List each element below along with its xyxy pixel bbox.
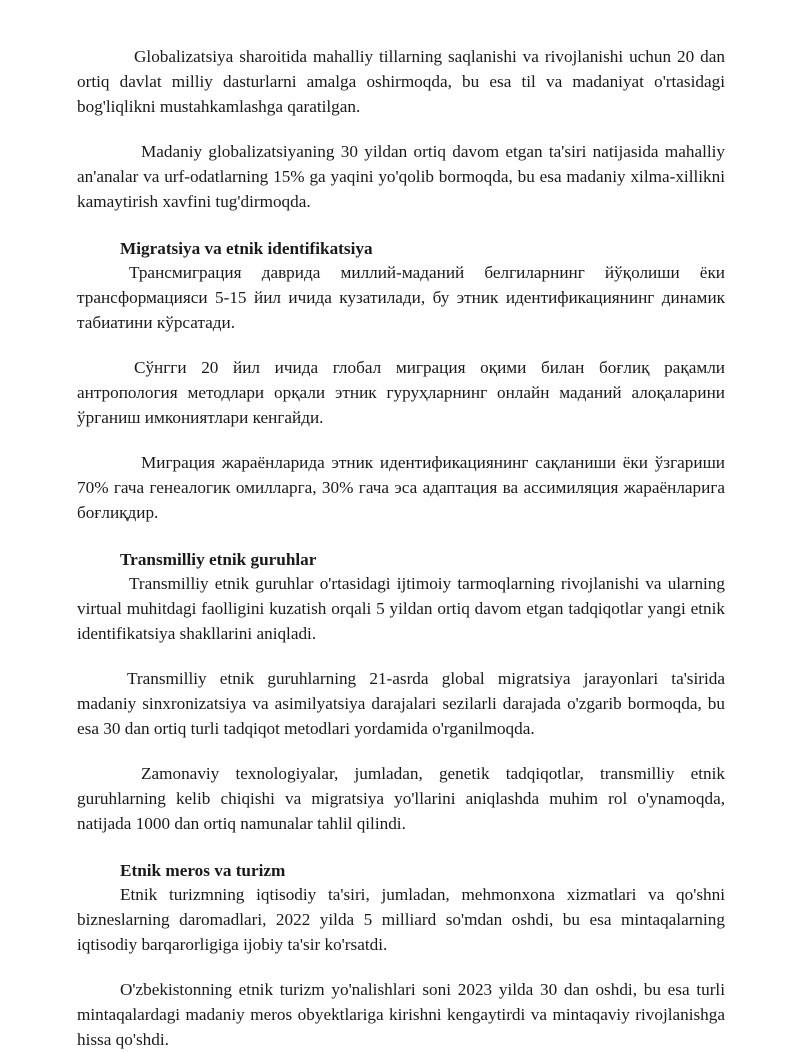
paragraph: Сўнгги 20 йил ичида глобал миграция оқими билан боғлиқ рақамли антропология методлари орқали этник гуруҳларнинг онлайн маданий алоқаларини ўрганиш имкониятлари кенгайди.	[77, 358, 725, 427]
paragraph: Миграция жараёнларида этник идентификациянинг сақланиши ёки ўзгариши 70% гача генеалогик омилларга, 30% гача эса адаптация ва ассимиляция жараёнларига боғлиқдир.	[77, 453, 725, 522]
paragraph: Zamonaviy texnologiyalar, jumladan, genetik tadqiqotlar, transmilliy etnik guruhlarning kelib chiqishi va migratsiya yo'llarini aniqlashda muhim rol o'ynamoqda, natijada 1000 dan ortiq namunalar tahlil qilindi.	[77, 764, 725, 833]
section-heading: Transmilliy etnik guruhlar	[120, 550, 317, 569]
section-heading: Migratsiya va etnik identifikatsiya	[120, 239, 373, 258]
paragraph: Etnik turizmning iqtisodiy ta'siri, jumladan, mehmonxona xizmatlari va qo'shni bizneslarning daromadlari, 2022 yilda 5 milliard so'mdan oshdi, bu esa mintaqalarning iqtisodiy barqarorligiga ijobiy ta'sir ko'rsatdi.	[77, 885, 725, 954]
paragraph: Transmilliy etnik guruhlarning 21-asrda global migratsiya jarayonlari ta'sirida madaniy sinxronizatsiya va asimilyatsiya darajalari sezilarli darajada o'zgarib bormoqda, bu esa 30 dan ortiq turli tadqiqot metodlari yordamida o'rganilmoqda.	[77, 669, 725, 738]
section-heading: Etnik meros va turizm	[120, 861, 286, 880]
paragraph: Globalizatsiya sharoitida mahalliy tillarning saqlanishi va rivojlanishi uchun 20 dan ortiq davlat milliy dasturlarni amalga oshirmoqda, bu esa til va madaniyat o'rtasidagi bog'liqlikni mustahkamlashga qaratilgan.	[77, 47, 725, 116]
document-page	[77, 44, 725, 1052]
paragraph: Transmilliy etnik guruhlar o'rtasidagi ijtimoiy tarmoqlarning rivojlanishi va ularning virtual muhitdagi faolligini kuzatish orqali 5 yildan ortiq davom etgan tadqiqotlar yangi etnik identifikatsiya shakllarini aniqladi.	[77, 574, 725, 643]
paragraph: Трансмиграция даврида миллий-маданий белгиларнинг йўқолиши ёки трансформацияси 5-15 йил ичида кузатилади, бу этник идентификациянинг динамик табиатини кўрсатади.	[77, 263, 725, 332]
paragraph: Madaniy globalizatsiyaning 30 yildan ortiq davom etgan ta'siri natijasida mahalliy an'analar va urf-odatlarning 15% ga yaqini yo'qolib bormoqda, bu esa madaniy xilma-xillikni kamaytirish xavfini tug'dirmoqda.	[77, 142, 725, 211]
paragraph: O'zbekistonning etnik turizm yo'nalishlari soni 2023 yilda 30 dan oshdi, bu esa turli mintaqalardagi madaniy meros obyektlariga kirishni kengaytirdi va mintaqaviy rivojlanishga hissa qo'shdi.	[77, 980, 725, 1049]
